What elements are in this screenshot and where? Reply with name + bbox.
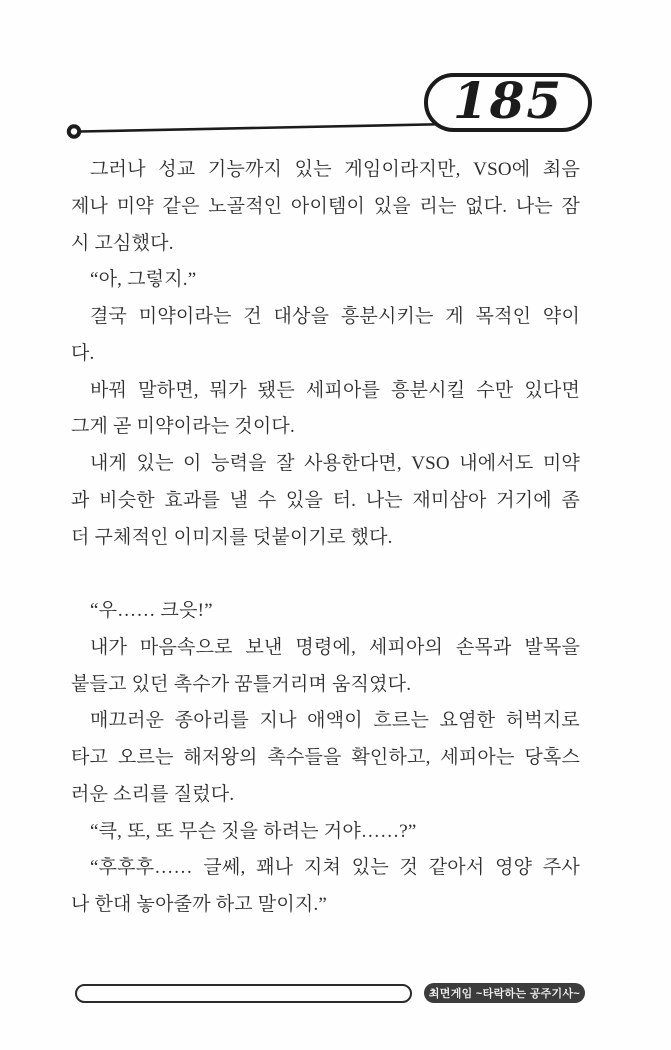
page-number: 185 xyxy=(452,71,564,130)
series-title: 최면게임 ~타락하는 공주기사~ xyxy=(428,988,581,1000)
text-line: “후후후…… 글쎄, 꽤나 지쳐 있는 것 같아서 영양 주사 xyxy=(90,857,580,879)
text-line: “우…… 크읏!” xyxy=(90,600,213,621)
text-line: 결국 미약이라는 건 대상을 흥분시키는 게 목적인 약이 xyxy=(90,306,580,327)
text-line: 그게 곧 미약이라는 것이다. xyxy=(71,416,295,438)
text-line: 시 고심했다. xyxy=(71,232,174,254)
text-line: 더 구체적인 이미지를 덧붙이기로 했다. xyxy=(71,526,393,548)
text-line: “큭, 또, 또 무슨 짓을 하려는 거야……?” xyxy=(90,820,417,842)
body-text xyxy=(71,152,580,924)
text-line: 내가 마음속으로 보낸 명령에, 세피아의 손목과 발목을 xyxy=(90,636,580,658)
text-line: “아, 그렇지.” xyxy=(90,269,197,291)
text-line: 제나 미약 같은 노골적인 아이템이 있을 리는 없다. 나는 잠 xyxy=(71,195,580,217)
header-rule-line xyxy=(80,124,452,132)
text-line: 내게 있는 이 능력을 잘 사용한다면, VSO 내에서도 미약 xyxy=(90,453,580,474)
text-line: 매끄러운 종아리를 지나 애액이 흐르는 요염한 허벅지로 xyxy=(90,710,580,732)
text-line: 러운 소리를 질렀다. xyxy=(71,783,235,805)
header-rule-ring-icon xyxy=(69,126,79,136)
series-title-badge xyxy=(424,983,585,1003)
footer-rule-capsule xyxy=(75,984,412,1003)
text-line: 나 한대 놓아줄까 하고 말이지.” xyxy=(71,894,328,915)
text-line: 타고 오르는 해저왕의 촉수들을 확인하고, 세피아는 당혹스 xyxy=(71,747,580,768)
text-line-blank xyxy=(71,556,580,593)
text-line: 다. xyxy=(71,342,95,364)
page-number-capsule xyxy=(424,73,592,132)
text-line: 과 비슷한 효과를 낼 수 있을 터. 나는 재미삼아 거기에 좀 xyxy=(71,489,580,511)
text-line: 바꿔 말하면, 뭐가 됐든 세피아를 흥분시킬 수만 있다면 xyxy=(90,379,580,401)
text-line: 붙들고 있던 촉수가 꿈틀거리며 움직였다. xyxy=(71,673,412,695)
text-line: 그러나 성교 기능까지 있는 게임이라지만, VSO에 최음 xyxy=(90,159,580,180)
